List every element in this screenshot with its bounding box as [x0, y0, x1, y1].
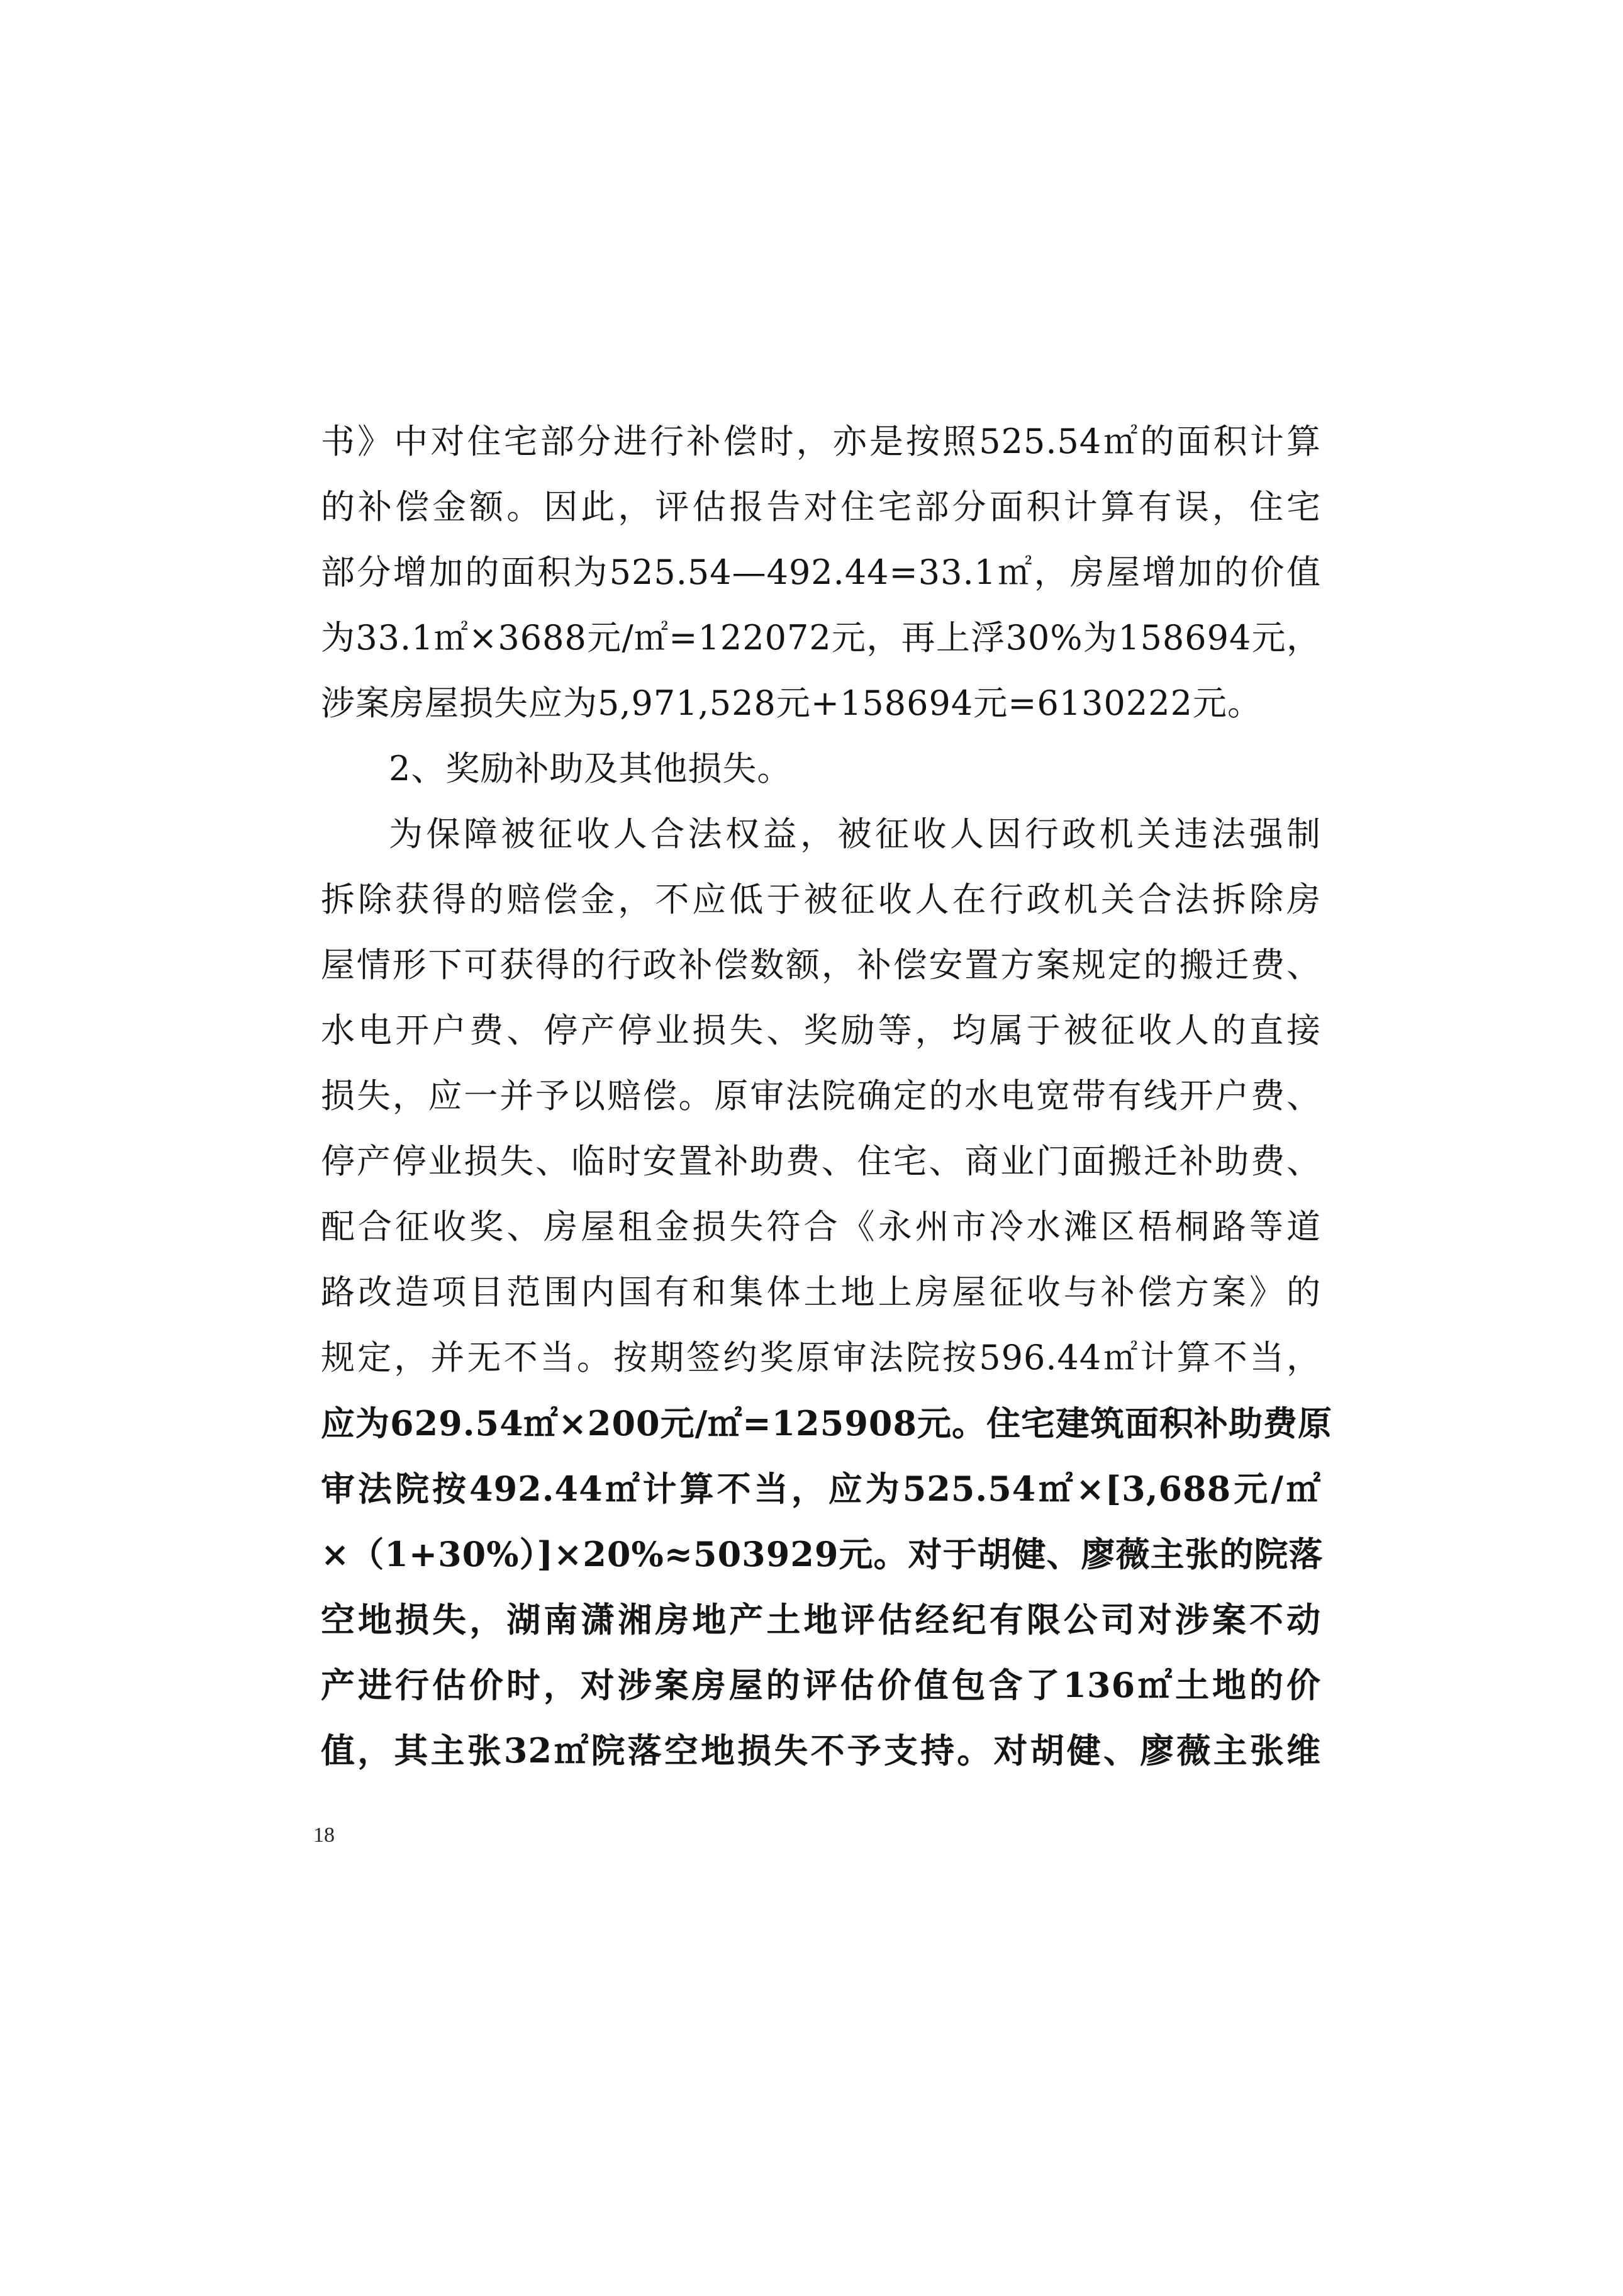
text-line: 审法院按492.44㎡计算不当，应为525.54㎡×[3,688元/㎡ — [321, 1469, 1321, 1509]
text-line: 部分增加的面积为525.54—492.44=33.1㎡，房屋增加的价值 — [321, 552, 1321, 592]
text-line: 规定，并无不当。按期签约奖原审法院按596.44㎡计算不当， — [321, 1338, 1321, 1377]
text-line: 配合征收奖、房屋租金损失符合《永州市冷水滩区梧桐路等道 — [321, 1207, 1321, 1246]
text-line: 水电开户费、停产停业损失、奖励等，均属于被征收人的直接 — [321, 1011, 1321, 1050]
text-line: 产进行估价时，对涉案房屋的评估价值包含了136㎡土地的价 — [321, 1665, 1321, 1705]
text-line: 空地损失，湖南潇湘房地产土地评估经纪有限公司对涉案不动 — [321, 1599, 1321, 1640]
text-line: 拆除获得的赔偿金，不应低于被征收人在行政机关合法拆除房 — [321, 880, 1321, 919]
section-heading: 2、奖励补助及其他损失。 — [389, 749, 792, 788]
text-line: 屋情形下可获得的行政补偿数额，补偿安置方案规定的搬迁费、 — [321, 945, 1321, 985]
text-line: 为33.1㎡×3688元/㎡=122072元，再上浮30%为158694元， — [321, 618, 1321, 658]
text-line: 书》中对住宅部分进行补偿时，亦是按照525.54㎡的面积计算 — [321, 422, 1321, 461]
text-line: 停产停业损失、临时安置补助费、住宅、商业门面搬迁补助费、 — [321, 1141, 1321, 1181]
text-line: ×（1+30%）]×20%≈503929元。对于胡健、廖薇主张的院落 — [321, 1534, 1324, 1574]
text-line: 为保障被征收人合法权益，被征收人因行政机关违法强制 — [389, 814, 1321, 854]
text-line: 的补偿金额。因此，评估报告对住宅部分面积计算有误，住宅 — [321, 487, 1321, 527]
body-text — [321, 409, 1333, 1783]
text-line: 值，其主张32㎡院落空地损失不予支持。对胡健、廖薇主张维 — [321, 1730, 1321, 1771]
text-line: 涉案房屋损失应为5,971,528元+158694元=6130222元。 — [321, 683, 1262, 723]
text-line: 应为629.54㎡×200元/㎡=125908元。住宅建筑面积补助费原 — [321, 1403, 1333, 1443]
page-number: 18 — [313, 1823, 335, 1847]
text-line: 路改造项目范围内国有和集体土地上房屋征收与补偿方案》的 — [321, 1272, 1321, 1312]
text-line: 损失，应一并予以赔偿。原审法院确定的水电宽带有线开户费、 — [321, 1076, 1321, 1116]
